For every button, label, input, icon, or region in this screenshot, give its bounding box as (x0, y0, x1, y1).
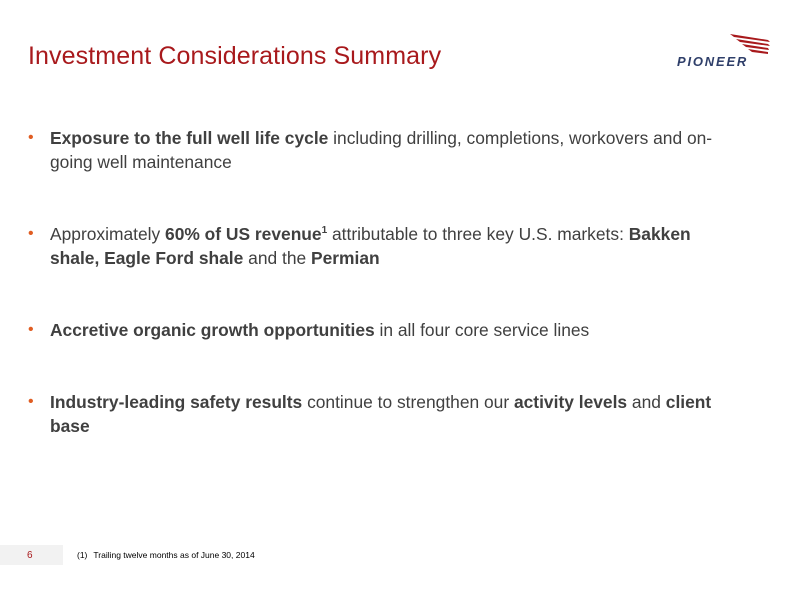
bullet-plain: continue to strengthen our (302, 392, 514, 412)
bullet-text (50, 390, 743, 438)
footnote-reference: 1 (321, 225, 328, 237)
footnote-number: (1) (77, 550, 88, 560)
bullet-item (28, 318, 743, 342)
bullet-bold: activity levels (513, 392, 628, 412)
bullet-bold: Permian (311, 248, 380, 268)
bullet-plain: and (627, 392, 666, 412)
slide-title: Investment Considerations Summary (28, 42, 442, 70)
bullet-marker: • (28, 321, 34, 338)
page-number: 6 (27, 550, 33, 561)
bullet-marker: • (28, 393, 34, 410)
bullet-item (28, 390, 743, 438)
bullet-plain: and the (243, 248, 311, 268)
bullet-plain: Approximately (50, 224, 166, 244)
bullet-plain: attributable to three key U.S. markets: (327, 224, 629, 244)
pioneer-logo (672, 30, 772, 72)
bullet-bold: Exposure to the full well life cycle (50, 128, 329, 148)
bullet-marker: • (28, 225, 34, 242)
bullet-text (50, 126, 743, 174)
footnote (77, 550, 255, 560)
bullet-bold: client base (50, 392, 712, 436)
bullet-plain: in all four core service lines (374, 320, 590, 340)
bullet-plain: including drilling, completions, workovers and on-going well maintenance (50, 128, 713, 172)
bullet-bold: Accretive organic growth opportunities (50, 320, 375, 340)
bullet-bold: 60% of US revenue (165, 224, 322, 244)
bullet-text (50, 222, 743, 270)
logo-wordmark: PIONEER (677, 54, 749, 69)
bullet-item (28, 126, 743, 174)
bullet-item (28, 222, 743, 270)
bullet-marker: • (28, 129, 34, 146)
bullet-bold: Bakken shale, Eagle Ford shale (50, 224, 691, 268)
footnote-text: Trailing twelve months as of June 30, 2014 (93, 550, 255, 560)
bullet-text (50, 318, 743, 342)
bullet-bold: Industry-leading safety results (50, 392, 303, 412)
